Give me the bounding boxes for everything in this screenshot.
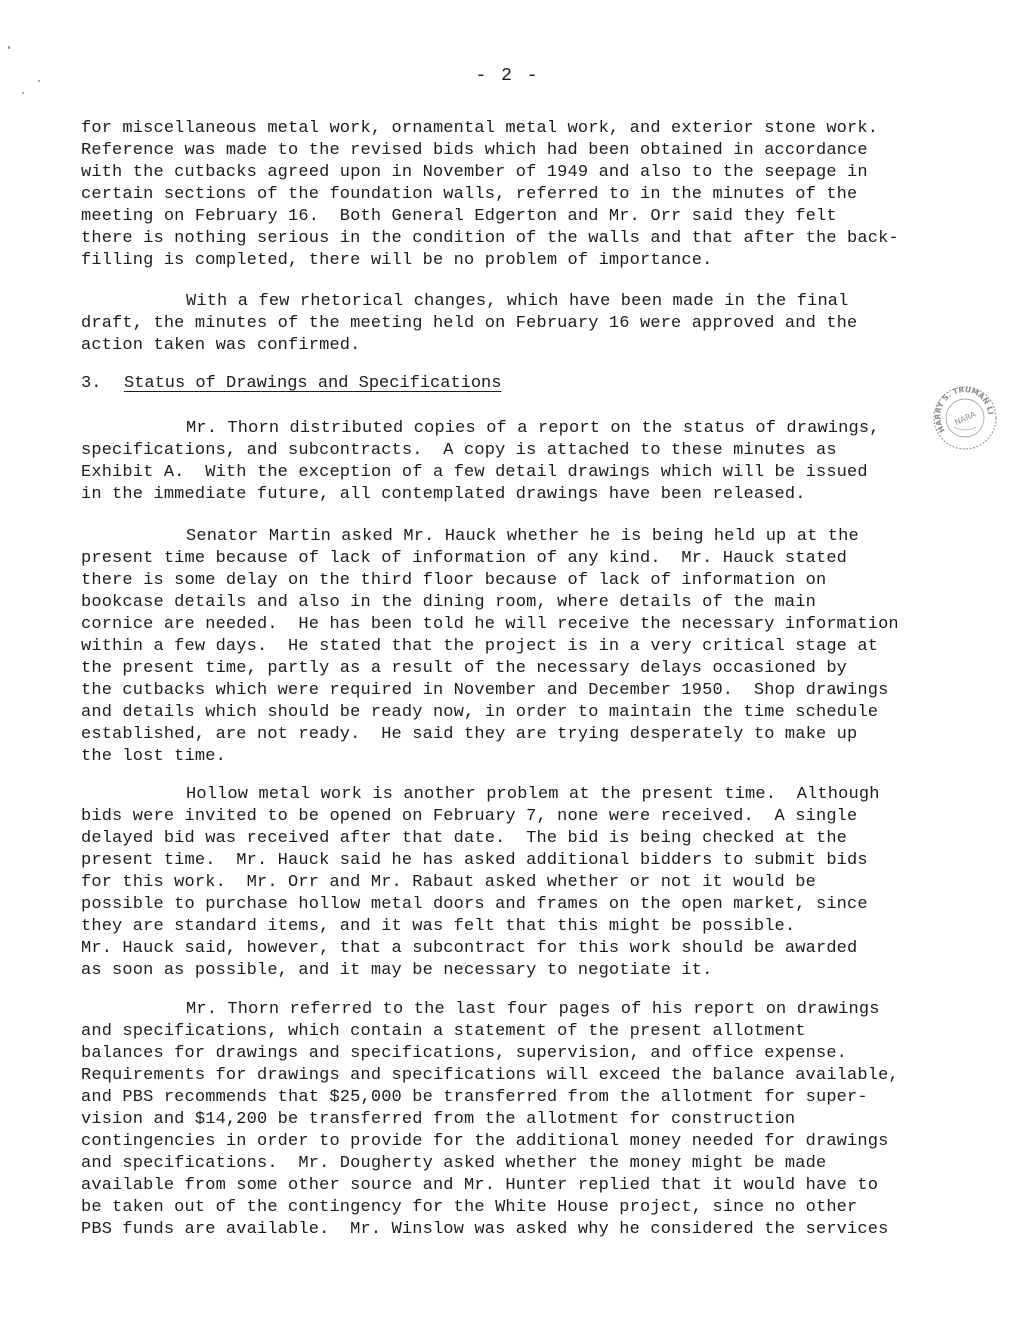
text-line: established, are not ready. He said they are trying desperately to make up <box>81 725 858 744</box>
page-number: - 2 - <box>475 66 540 86</box>
text-line: the lost time. <box>81 747 226 766</box>
text-line: Mr. Thorn distributed copies of a report on the status of drawings, <box>186 419 880 438</box>
text-line: the present time, partly as a result of the necessary delays occasioned by <box>81 659 848 678</box>
text-line: Reference was made to the revised bids which had been obtained in accordance <box>81 141 868 160</box>
text-line: With a few rhetorical changes, which have been made in the final <box>186 292 849 311</box>
scan-speck <box>22 92 24 94</box>
section-title: Status of Drawings and Specifications <box>124 374 502 393</box>
text-line: bids were invited to be opened on February 7, none were received. A single <box>81 807 858 826</box>
text-line: for this work. Mr. Orr and Mr. Rabaut asked whether or not it would be <box>81 873 816 892</box>
text-line: and specifications, which contain a statement of the present allotment <box>81 1022 806 1041</box>
text-line: they are standard items, and it was felt that this might be possible. <box>81 917 796 936</box>
text-line: balances for drawings and specifications, supervision, and office expense. <box>81 1044 848 1063</box>
text-line: Mr. Thorn referred to the last four pages of his report on drawings <box>186 1000 880 1019</box>
text-line: in the immediate future, all contemplated drawings have been released. <box>81 485 806 504</box>
seal-arc-text: HARRY S. TRUMAN LIBRARY <box>933 385 996 435</box>
text-line: Hollow metal work is another problem at the present time. Although <box>186 785 880 804</box>
section-number: 3. <box>81 374 102 393</box>
svg-text:HARRY S. TRUMAN LIBRARY <box>930 383 997 438</box>
text-line: and PBS recommends that $25,000 be transferred from the allotment for super- <box>81 1088 868 1107</box>
text-line: present time because of lack of information of any kind. Mr. Hauck stated <box>81 549 848 568</box>
text-line: available from some other source and Mr. Hunter replied that it would have to <box>81 1176 879 1195</box>
text-line: meeting on February 16. Both General Edgerton and Mr. Orr said they felt <box>81 207 837 226</box>
text-line: Mr. Hauck said, however, that a subcontract for this work should be awarded <box>81 939 858 958</box>
text-line: present time. Mr. Hauck said he has asked additional bidders to submit bids <box>81 851 868 870</box>
text-line: and details which should be ready now, in order to maintain the time schedule <box>81 703 879 722</box>
seal-center-text: NARA <box>953 409 978 428</box>
text-line: cornice are needed. He has been told he will receive the necessary information <box>81 615 899 634</box>
text-line: within a few days. He stated that the project is in a very critical stage at <box>81 637 879 656</box>
text-line: there is nothing serious in the condition of the walls and that after the back- <box>81 229 899 248</box>
text-line: filling is completed, there will be no problem of importance. <box>81 251 713 270</box>
scan-speck <box>38 80 40 82</box>
text-line: for miscellaneous metal work, ornamental metal work, and exterior stone work. <box>81 119 879 138</box>
text-line: draft, the minutes of the meeting held on February 16 were approved and the <box>81 314 858 333</box>
text-line: bookcase details and also in the dining room, where details of the main <box>81 593 816 612</box>
text-line: vision and $14,200 be transferred from the allotment for construction <box>81 1110 796 1129</box>
text-line: Exhibit A. With the exception of a few detail drawings which will be issued <box>81 463 868 482</box>
text-line: Senator Martin asked Mr. Hauck whether he is being held up at the <box>186 527 859 546</box>
text-line: PBS funds are available. Mr. Winslow was asked why he considered the services <box>81 1220 889 1239</box>
text-line: Requirements for drawings and specifications will exceed the balance available, <box>81 1066 899 1085</box>
library-seal-stamp <box>930 383 1000 453</box>
text-line: the cutbacks which were required in November and December 1950. Shop drawings <box>81 681 889 700</box>
text-line: delayed bid was received after that date. The bid is being checked at the <box>81 829 848 848</box>
text-line: action taken was confirmed. <box>81 336 361 355</box>
text-line: be taken out of the contingency for the White House project, since no other <box>81 1198 858 1217</box>
text-line: as soon as possible, and it may be necessary to negotiate it. <box>81 961 713 980</box>
text-line: with the cutbacks agreed upon in November of 1949 and also to the seepage in <box>81 163 868 182</box>
text-line: and specifications. Mr. Dougherty asked whether the money might be made <box>81 1154 827 1173</box>
text-line: there is some delay on the third floor because of lack of information on <box>81 571 827 590</box>
text-line: possible to purchase hollow metal doors and frames on the open market, since <box>81 895 868 914</box>
scan-speck <box>8 46 10 49</box>
text-line: specifications, and subcontracts. A copy is attached to these minutes as <box>81 441 837 460</box>
seal-icon <box>930 383 1000 453</box>
text-line: certain sections of the foundation walls, referred to in the minutes of the <box>81 185 858 204</box>
text-line: contingencies in order to provide for the additional money needed for drawings <box>81 1132 889 1151</box>
